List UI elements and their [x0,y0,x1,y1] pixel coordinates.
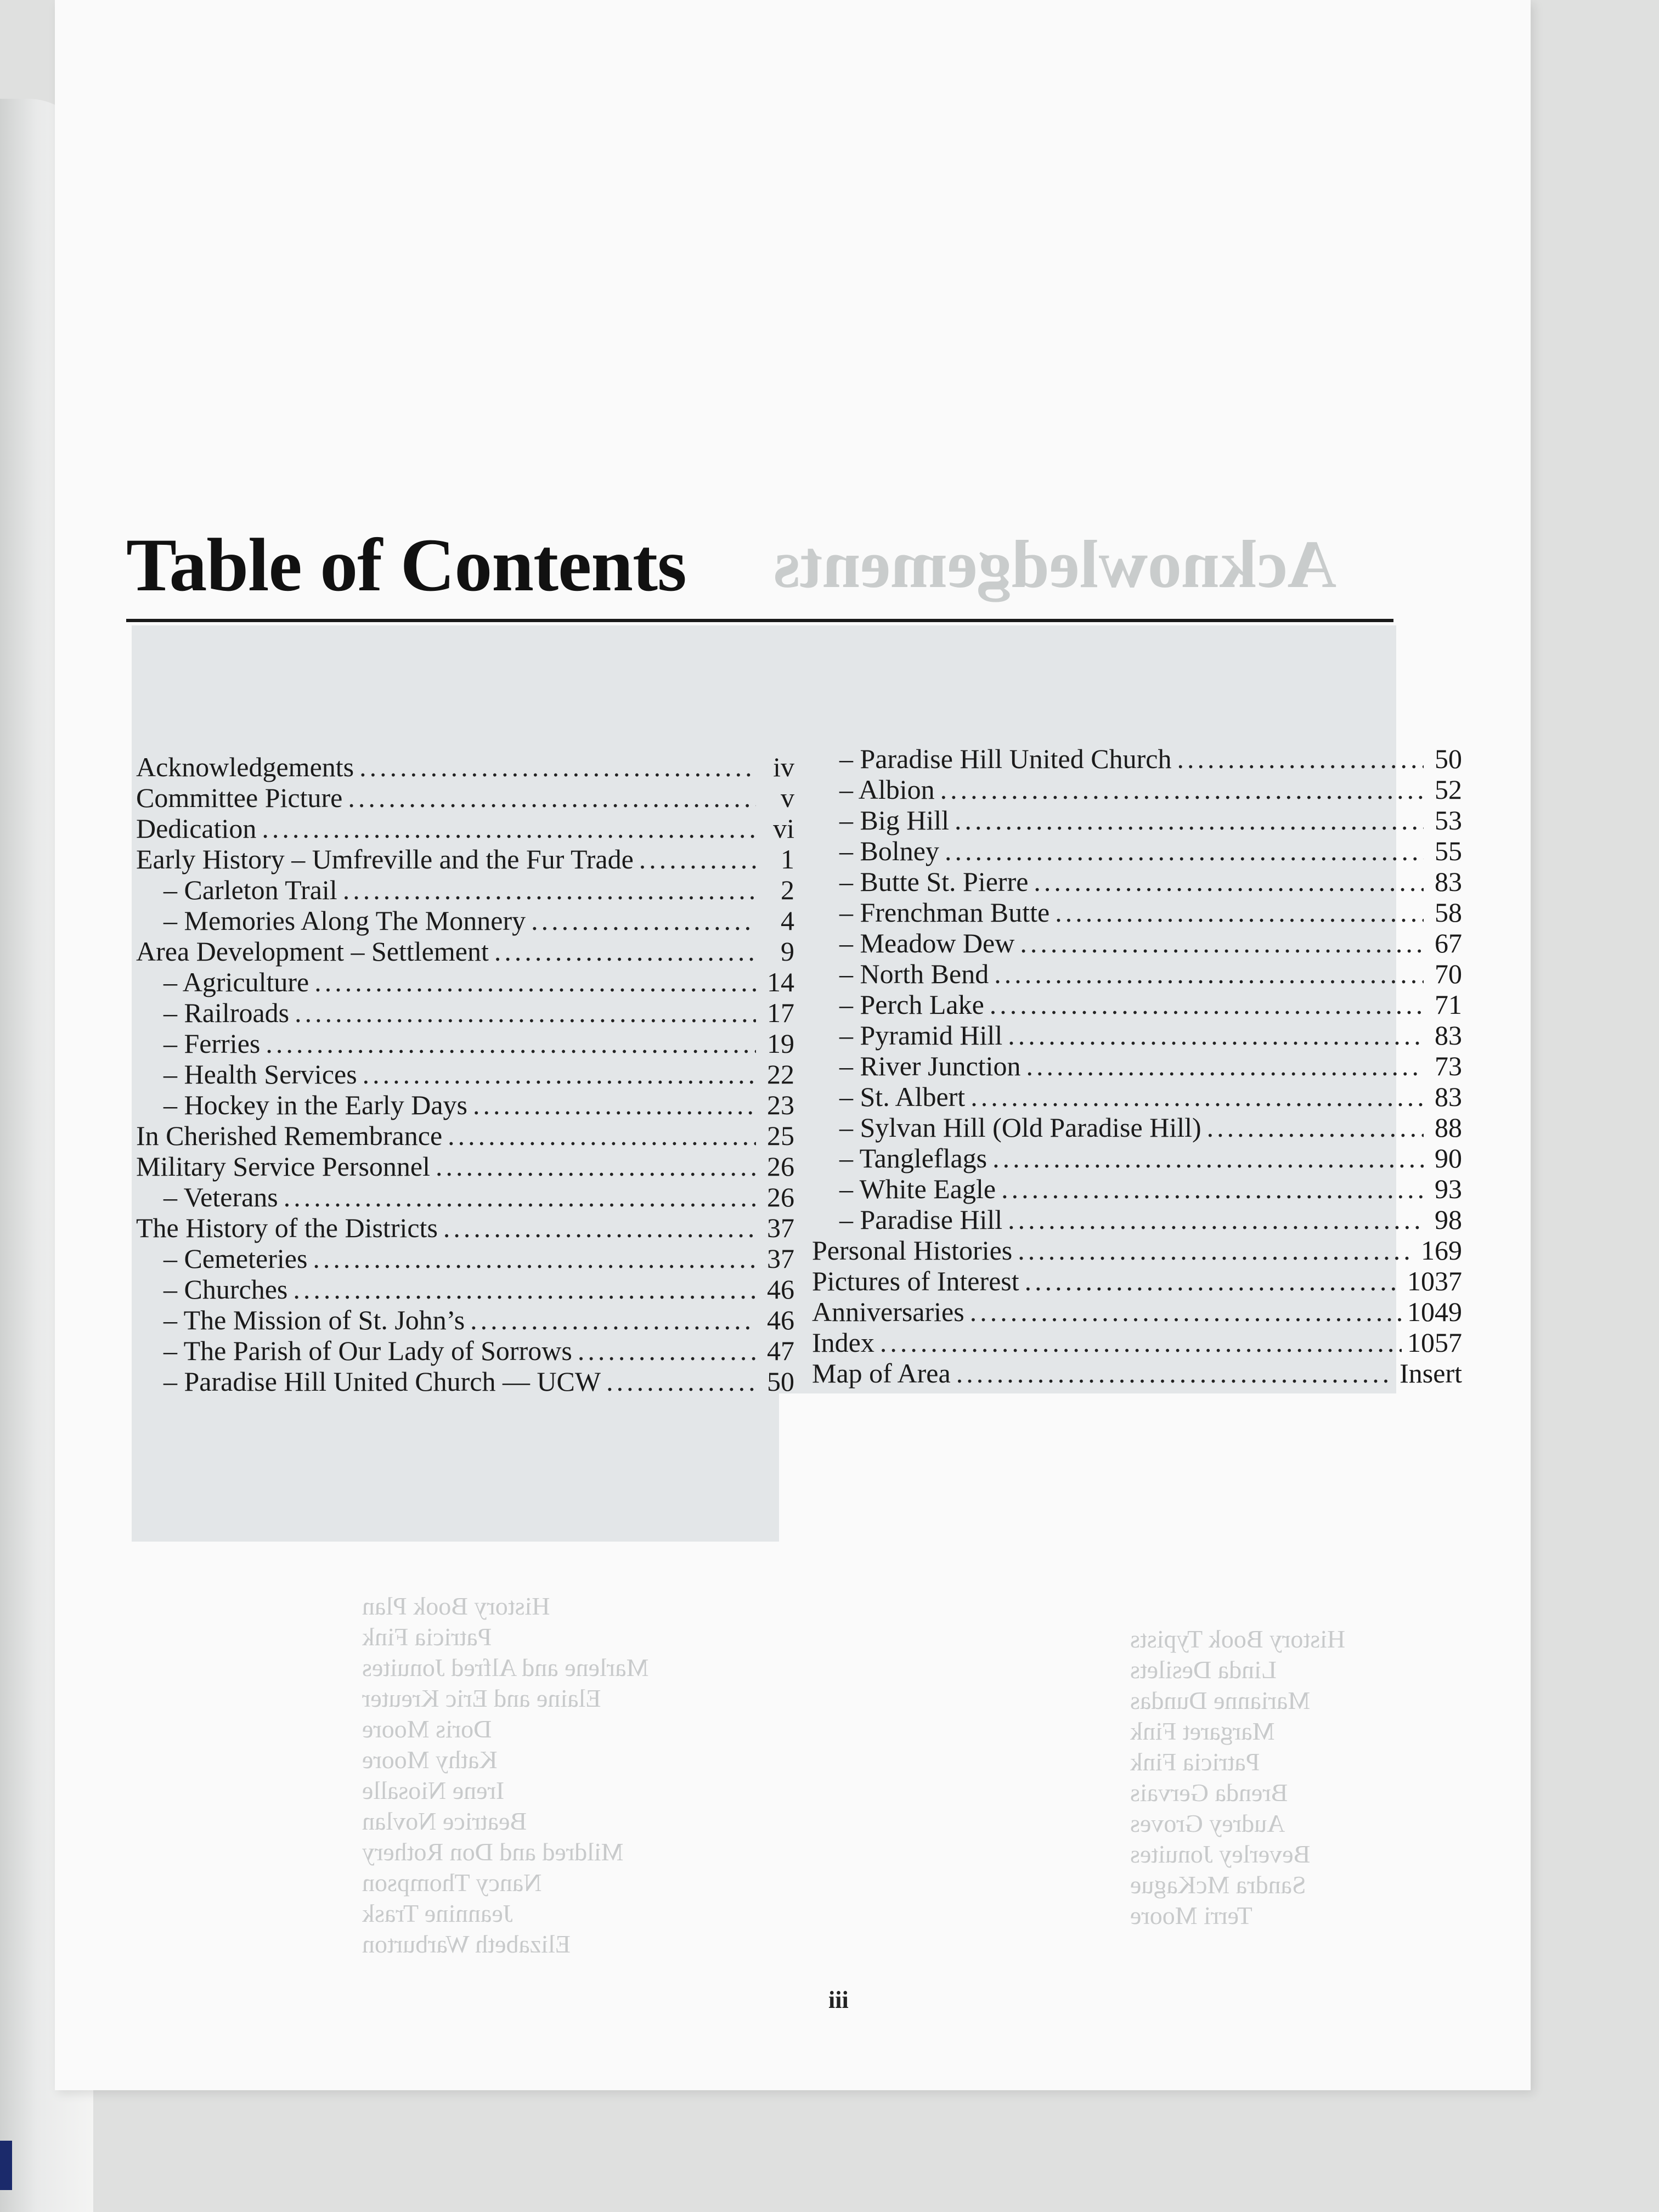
bleed-through-heading: Acknowledgements [774,527,1337,602]
toc-leader-dots [1008,1020,1424,1051]
toc-entry-label: – Veterans [163,1182,278,1212]
toc-entry [136,1151,794,1182]
toc-entry-page: 50 [1435,743,1462,774]
page-number: iii [828,1987,849,2013]
title-rule [126,619,1393,622]
toc-entry [136,844,794,874]
toc-leader-dots [470,1305,756,1335]
toc-entry-page: Insert [1400,1358,1462,1389]
toc-entry-page: 37 [767,1212,794,1243]
toc-leader-dots [1020,928,1424,958]
toc-entry-label: – Albion [839,774,935,805]
toc-leader-dots [880,1327,1402,1358]
bleed-through-name: Elaine and Eric Kreuter [362,1684,601,1712]
toc-entry-page: 67 [1435,928,1462,958]
bleed-through-name: Beatrice Novlan [362,1807,527,1835]
bleed-through-name: Nancy Thompson [362,1869,542,1897]
toc-entry-label: – The Mission of St. John’s [163,1305,465,1335]
toc-entry [136,1212,794,1243]
toc-leader-dots [1025,1266,1402,1296]
bleed-through-names-left [362,1591,648,1960]
bleed-through-name: Brenda Gervais [1130,1779,1288,1807]
toc-entry-page: vi [773,813,794,844]
book-page [55,0,1531,2090]
toc-entry [812,1235,1462,1266]
toc-entry-label: Early History – Umfreville and the Fur Trade [136,844,634,874]
bleed-through-name: Linda Desilets [1130,1656,1277,1684]
toc-entry [136,1243,794,1274]
toc-entry-page: 83 [1435,866,1462,897]
book-cover-corner [0,2141,12,2190]
toc-entry-page: 71 [1435,989,1462,1020]
toc-leader-dots [313,1243,756,1274]
toc-leader-dots [606,1366,756,1397]
toc-entry-page: 1037 [1407,1266,1462,1296]
bleed-through-name: Marianne Dundas [1130,1686,1311,1714]
toc-entry [812,1143,1462,1173]
toc-entry-label: – The Parish of Our Lady of Sorrows [163,1335,572,1366]
toc-entry [812,805,1462,836]
toc-entry-label: Pictures of Interest [812,1266,1019,1296]
toc-entry-page: 93 [1435,1173,1462,1204]
toc-leader-dots [295,997,756,1028]
toc-leader-dots [266,1028,756,1059]
toc-entry-label: – North Bend [839,958,989,989]
toc-entry [136,1028,794,1059]
toc-entry-page: 9 [781,936,794,967]
bleed-through-name: Mildred and Don Rothery [362,1838,624,1866]
toc-entry [136,1090,794,1120]
toc-entry [812,897,1462,928]
toc-entry-page: 83 [1435,1020,1462,1051]
toc-entry-page: 14 [767,967,794,997]
toc-entry-page: 55 [1435,836,1462,866]
toc-entry-label: Map of Area [812,1358,951,1389]
toc-entry-label: Index [812,1327,874,1358]
toc-entry-page: 1049 [1407,1296,1462,1327]
toc-entry-page: 2 [781,874,794,905]
bleed-through-name: Jeannine Trask [362,1899,513,1927]
toc-leader-dots [494,936,756,967]
toc-leader-dots [1207,1112,1424,1143]
bleed-through-name: Margaret Fink [1130,1717,1275,1745]
toc-entry-label: – Pyramid Hill [839,1020,1003,1051]
toc-entry [136,752,794,782]
toc-leader-dots [945,836,1424,866]
toc-entry-page: 88 [1435,1112,1462,1143]
toc-leader-dots [1018,1235,1415,1266]
toc-entry-label: – Railroads [163,997,290,1028]
bleed-through-name: Doris Moore [362,1715,492,1743]
toc-leader-dots [1008,1204,1424,1235]
toc-leader-dots [363,1059,756,1090]
toc-entry-page: 22 [767,1059,794,1090]
toc-leader-dots [473,1090,756,1120]
toc-entry-label: – Frenchman Butte [839,897,1050,928]
toc-entry-page: 90 [1435,1143,1462,1173]
bleed-through-name: Terri Moore [1130,1901,1252,1929]
toc-entry-label: Military Service Personnel [136,1151,430,1182]
toc-entry-page: 50 [767,1366,794,1397]
toc-leader-dots [990,989,1424,1020]
toc-entry [812,1327,1462,1358]
toc-entry-page: v [781,782,794,813]
bleed-through-name: Patricia Fink [362,1623,492,1651]
toc-entry [812,836,1462,866]
toc-entry-page: 19 [767,1028,794,1059]
toc-leader-dots [314,967,756,997]
toc-leader-dots [443,1212,756,1243]
toc-entry-page: 73 [1435,1051,1462,1081]
toc-entry-label: – White Eagle [839,1173,996,1204]
toc-entry [812,1051,1462,1081]
toc-leader-dots [940,774,1424,805]
toc-entry-page: iv [773,752,794,782]
bleed-through-name: Beverley Jonuites [1130,1840,1311,1868]
toc-entry-page: 53 [1435,805,1462,836]
toc-leader-dots [1001,1173,1424,1204]
toc-entry-label: Area Development – Settlement [136,936,489,967]
toc-entry-label: – Hockey in the Early Days [163,1090,468,1120]
toc-entry-label: – Meadow Dew [839,928,1015,958]
toc-entry-label: Committee Picture [136,782,343,813]
toc-entry [136,782,794,813]
toc-leader-dots [1026,1051,1424,1081]
toc-entry-label: – Ferries [163,1028,261,1059]
toc-leader-dots [262,813,756,844]
toc-entry [812,1081,1462,1112]
toc-entry-page: 26 [767,1182,794,1212]
toc-entry-label: – St. Albert [839,1081,966,1112]
toc-entry [136,1366,794,1397]
toc-entry [136,874,794,905]
toc-leader-dots [284,1182,756,1212]
toc-leader-dots [1055,897,1424,928]
toc-leader-dots [970,1081,1424,1112]
toc-leader-dots [992,1143,1424,1173]
toc-column-left [136,752,794,1397]
toc-entry [136,813,794,844]
toc-entry [812,928,1462,958]
toc-leader-dots [359,752,756,782]
toc-entry-page: 26 [767,1151,794,1182]
toc-entry-page: 4 [781,905,794,936]
toc-entry-page: 98 [1435,1204,1462,1235]
toc-entry [812,1204,1462,1235]
toc-entry-label: – Butte St. Pierre [839,866,1029,897]
bleed-through-name: Elizabeth Warburton [362,1930,571,1958]
toc-entry [812,743,1462,774]
toc-entry [812,1020,1462,1051]
toc-leader-dots [955,805,1424,836]
toc-entry-page: 37 [767,1243,794,1274]
toc-entry-page: 1057 [1407,1327,1462,1358]
bleed-through-name: History Book Typists [1130,1625,1346,1653]
toc-entry-label: – Big Hill [839,805,950,836]
toc-entry-label: Personal Histories [812,1235,1013,1266]
toc-leader-dots [293,1274,756,1305]
toc-leader-dots [343,874,756,905]
toc-entry-label: – Paradise Hill United Church [839,743,1172,774]
toc-entry [812,774,1462,805]
toc-entry-label: – Memories Along The Monnery [163,905,526,936]
page-title: Table of Contents [126,523,686,607]
toc-entry-page: 23 [767,1090,794,1120]
toc-entry [136,967,794,997]
toc-entry-label: Acknowledgements [136,752,354,782]
toc-entry [136,1335,794,1366]
toc-column-right [812,743,1462,1389]
toc-entry [136,1120,794,1151]
toc-leader-dots [436,1151,756,1182]
toc-leader-dots [639,844,756,874]
toc-leader-dots [448,1120,756,1151]
bleed-through-name: Sandra McKague [1130,1871,1306,1899]
bleed-through-name: Patricia Fink [1130,1748,1260,1776]
toc-entry-label: Anniversaries [812,1296,964,1327]
bleed-through-name: Irene Niosalle [362,1776,505,1804]
bleed-through-name: Marlene and Alfred Jonuites [362,1654,649,1681]
toc-leader-dots [1034,866,1424,897]
toc-entry-page: 83 [1435,1081,1462,1112]
toc-entry [812,1266,1462,1296]
toc-entry-page: 1 [781,844,794,874]
toc-entry-page: 25 [767,1120,794,1151]
toc-entry-page: 46 [767,1305,794,1335]
toc-leader-dots [531,905,756,936]
toc-entry-label: – Carleton Trail [163,874,337,905]
toc-entry-label: – Paradise Hill United Church — UCW [163,1366,601,1397]
toc-entry [136,1182,794,1212]
toc-entry-page: 46 [767,1274,794,1305]
toc-entry-label: – Bolney [839,836,939,866]
toc-leader-dots [956,1358,1394,1389]
toc-entry [812,1358,1462,1389]
toc-entry [136,1274,794,1305]
toc-leader-dots [578,1335,756,1366]
bleed-through-name: History Book Plan [362,1592,550,1620]
toc-entry-page: 17 [767,997,794,1028]
toc-entry-label: – Health Services [163,1059,357,1090]
toc-entry [812,866,1462,897]
toc-leader-dots [1177,743,1424,774]
toc-entry-label: – Tangleflags [839,1143,988,1173]
toc-entry-label: – Churches [163,1274,288,1305]
toc-entry-label: The History of the Districts [136,1212,438,1243]
toc-entry [136,1305,794,1335]
bleed-through-name: Audrey Groves [1130,1809,1285,1837]
toc-entry [812,1173,1462,1204]
toc-entry-page: 47 [767,1335,794,1366]
toc-entry [136,1059,794,1090]
toc-leader-dots [970,1296,1402,1327]
toc-entry-page: 58 [1435,897,1462,928]
toc-entry-label: – River Junction [839,1051,1021,1081]
bleed-through-shade-lower [132,1393,779,1542]
toc-entry [812,1296,1462,1327]
toc-entry [812,989,1462,1020]
toc-entry-label: – Agriculture [163,967,309,997]
toc-entry-page: 70 [1435,958,1462,989]
toc-leader-dots [994,958,1424,989]
toc-entry-label: In Cherished Remembrance [136,1120,443,1151]
bleed-through-names-right [1130,1624,1345,1931]
toc-leader-dots [348,782,756,813]
toc-entry-label: Dedication [136,813,257,844]
toc-entry-label: – Paradise Hill [839,1204,1003,1235]
toc-entry-page: 52 [1435,774,1462,805]
toc-entry [812,958,1462,989]
toc-entry-label: – Cemeteries [163,1243,308,1274]
toc-entry-label: – Perch Lake [839,989,984,1020]
toc-entry [136,936,794,967]
toc-entry [136,905,794,936]
toc-entry [136,997,794,1028]
bleed-through-name: Kathy Moore [362,1746,498,1774]
toc-entry [812,1112,1462,1143]
toc-entry-page: 169 [1421,1235,1462,1266]
toc-entry-label: – Sylvan Hill (Old Paradise Hill) [839,1112,1201,1143]
